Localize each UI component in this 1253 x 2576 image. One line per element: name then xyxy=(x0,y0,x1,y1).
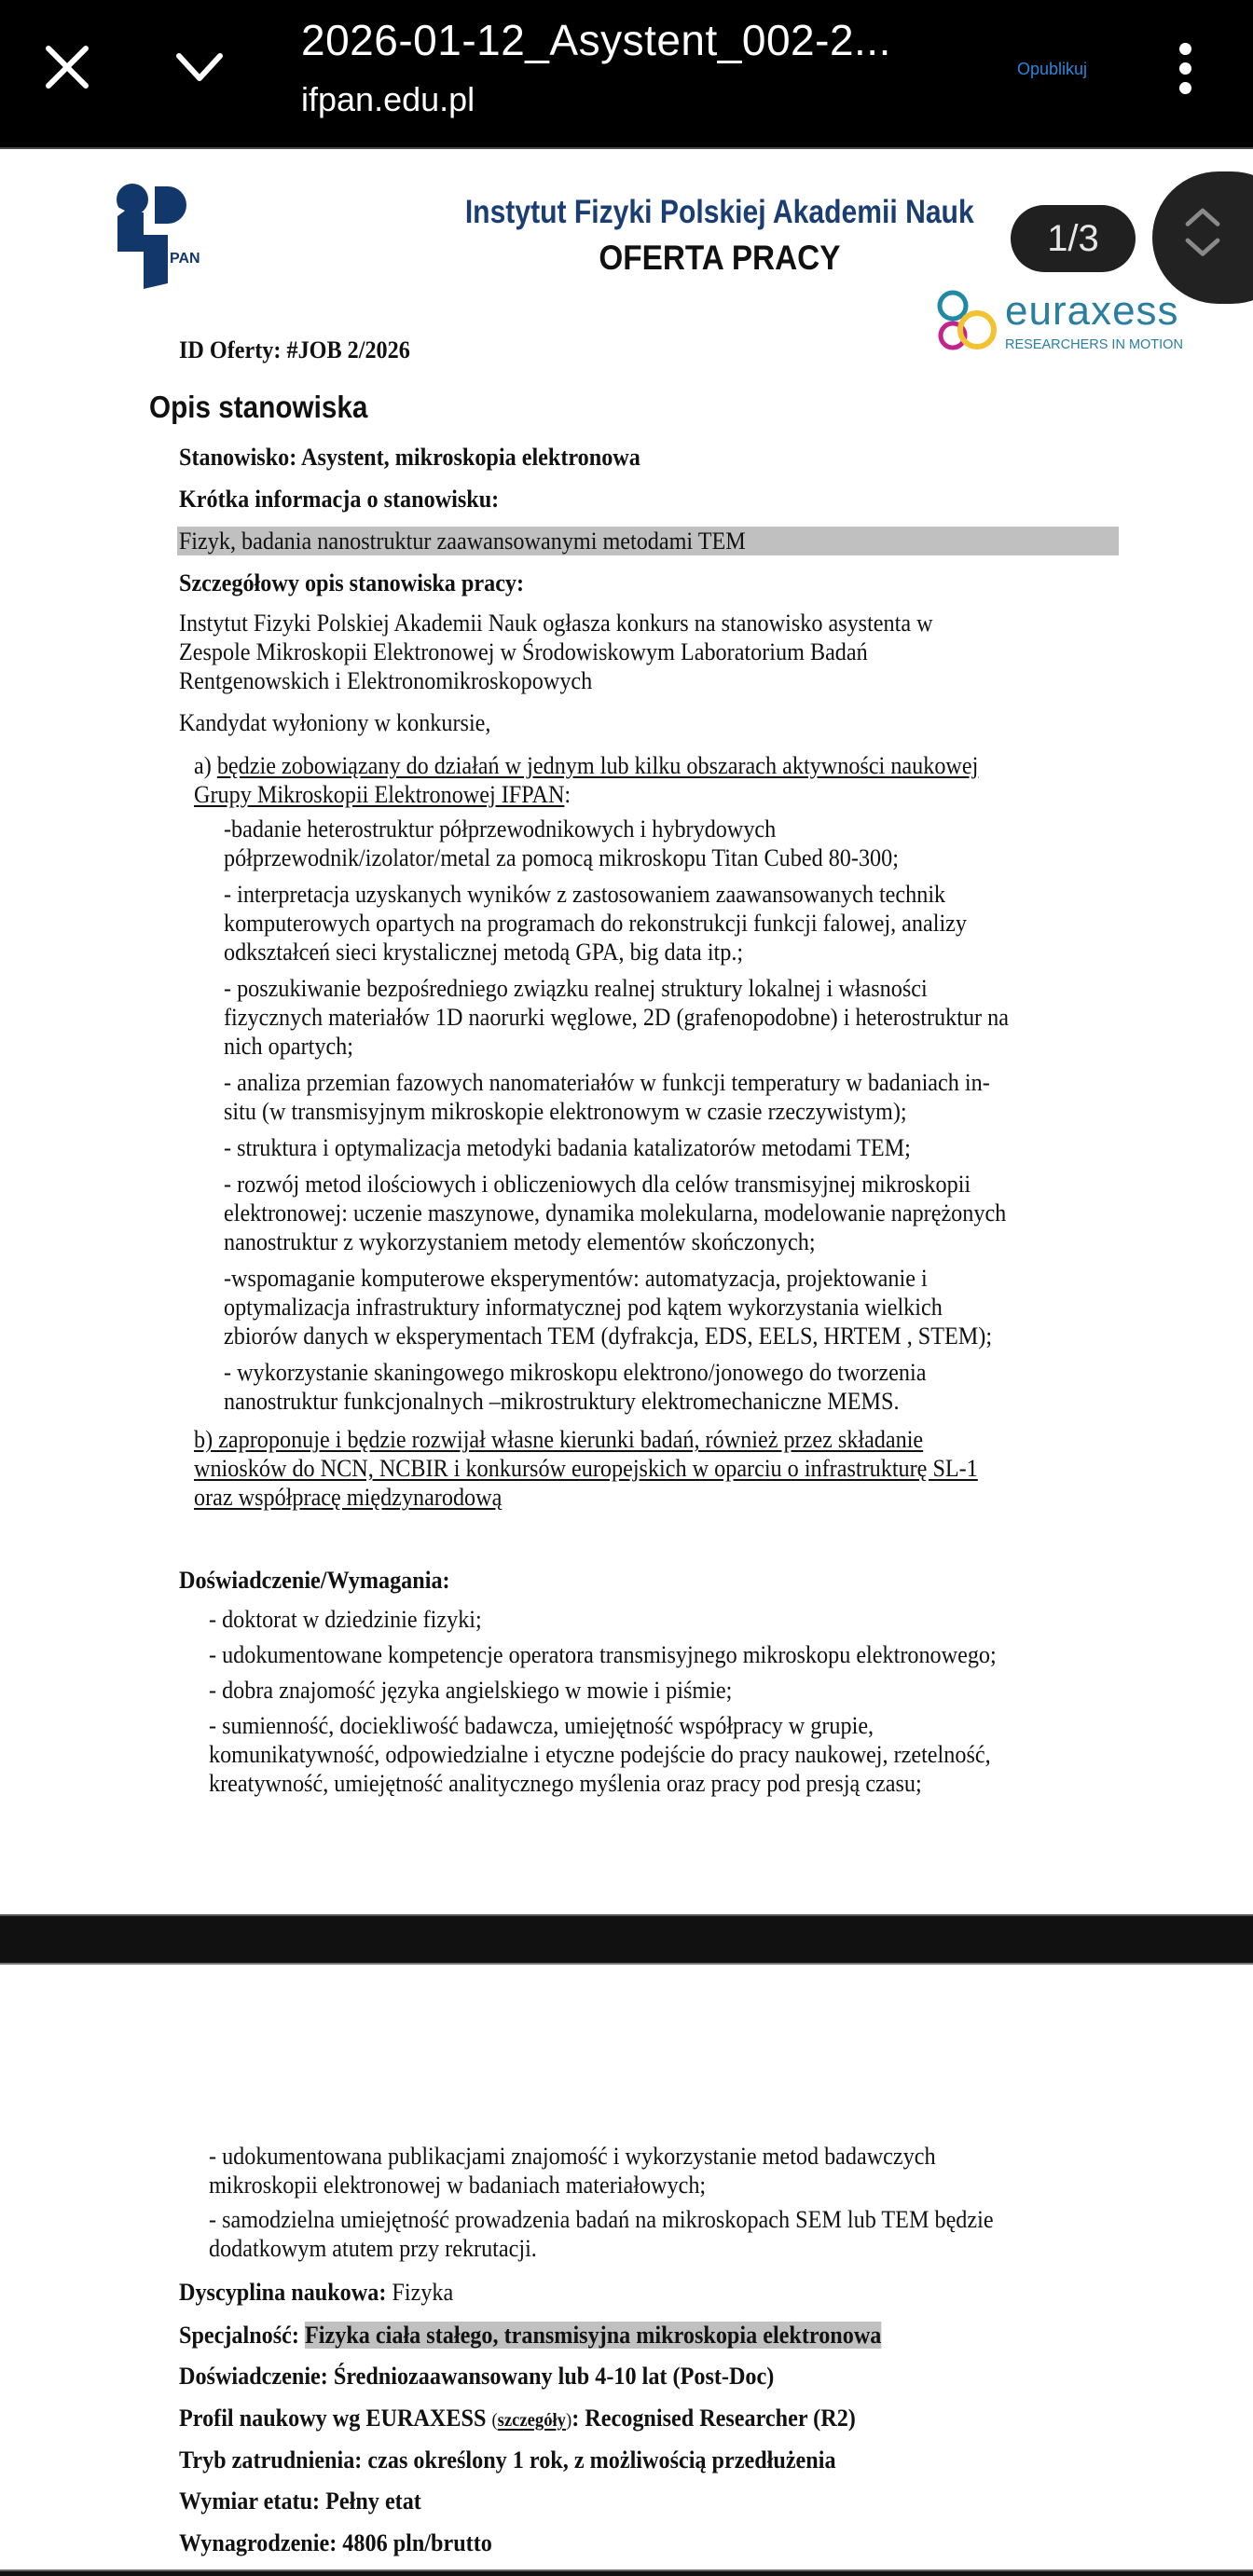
duty-item: odkształceń sieci krystalicznej metodą GPA, big data itp.; xyxy=(224,939,744,966)
specialty-label: Specjalność: xyxy=(179,2322,306,2349)
point-b: b) zaproponuje i będzie rozwijał własne kierunki badań, również przez składanie xyxy=(194,1426,924,1453)
specialty-line xyxy=(179,2321,881,2350)
point-a-suffix: : xyxy=(564,781,571,808)
duty-item: - poszukiwanie bezpośredniego związku realnej struktury lokalnej i własności xyxy=(224,975,928,1002)
duty-item: -badanie heterostruktur półprzewodnikowych i hybrydowych xyxy=(224,815,777,843)
requirement-item: dodatkowym atutem przy rekrutacji. xyxy=(209,2235,537,2262)
document-title: 2026-01-12_Asystent_002-2... xyxy=(301,16,891,64)
requirement-item: komunikatywność, odpowiedzialne i etyczne podejście do pracy naukowej, rzetelność, xyxy=(209,1741,991,1768)
duty-item: - analiza przemian fazowych nanomateriałów w funkcji temperatury w badaniach in- xyxy=(224,1069,990,1096)
intro-line: Zespole Mikroskopii Elektronowej w Środowiskowym Laboratorium Badań xyxy=(179,638,868,665)
position-line: Stanowisko: Asystent, mikroskopia elektronowa xyxy=(179,444,640,471)
point-b: wniosków do NCN, NCBIR i konkursów europejskich w oparciu o infrastrukturę SL-1 xyxy=(194,1455,978,1482)
institute-name: Instytut Fizyki Polskiej Akademii Nauk xyxy=(464,194,974,230)
candidate-line: Kandydat wyłoniony w konkursie, xyxy=(179,709,491,736)
duty-item: - interpretacja uzyskanych wyników z zastosowaniem zaawansowanych technik xyxy=(224,881,946,908)
pdf-page-2 xyxy=(0,1965,1253,2569)
duty-item: - wykorzystanie skaningowego mikroskopu elektrono/jonowego do tworzenia xyxy=(224,1359,927,1386)
duty-item: półprzewodnik/izolator/metal za pomocą mikroskopu Titan Cubed 80-300; xyxy=(224,844,899,871)
duty-item: situ (w transmisyjnym mikroskopie elektronowym w czasie rzeczywistym); xyxy=(224,1098,907,1125)
duty-item: komputerowych opartych na programach do rekonstrukcji funkcji falowej, analizy xyxy=(224,910,967,937)
details-link[interactable]: szczegóły xyxy=(497,2410,566,2431)
document-domain: ifpan.edu.pl xyxy=(301,80,475,118)
close-icon[interactable] xyxy=(43,43,91,91)
publish-button[interactable]: Opublikuj xyxy=(1017,60,1088,78)
svg-text:euraxess: euraxess xyxy=(1005,288,1179,334)
short-info-text: Fizyk, badania nanostruktur zaawansowanymi metodami TEM xyxy=(178,528,746,555)
paren-close: ) xyxy=(565,2410,572,2431)
svg-text:PAN: PAN xyxy=(170,251,200,267)
document-heading: OFERTA PRACY xyxy=(599,239,841,277)
salary-line: Wynagrodzenie: 4806 pln/brutto xyxy=(179,2529,492,2556)
viewer-toolbar xyxy=(0,0,1253,149)
svg-text:RESEARCHERS IN MOTION: RESEARCHERS IN MOTION xyxy=(1005,337,1183,352)
requirement-item: - sumienność, dociekliwość badawcza, umiejętność współpracy w grupie, xyxy=(209,1712,874,1739)
requirement-item: - udokumentowana publikacjami znajomość i wykorzystanie metod badawczych xyxy=(209,2143,936,2170)
duty-item: - struktura i optymalizacja metodyki badania katalizatorów metodami TEM; xyxy=(224,1134,911,1161)
point-a-text: będzie zobowiązany do działań w jednym lub kilku obszarach aktywności naukowej xyxy=(216,752,979,779)
intro-line: Instytut Fizyki Polskiej Akademii Nauk ogłasza konkurs na stanowisko asystenta w xyxy=(179,610,933,637)
paren-open: ( xyxy=(491,2410,498,2431)
fte-line: Wymiar etatu: Pełny etat xyxy=(179,2487,421,2514)
experience-line: Doświadczenie: Średniozaawansowany lub 4-10 lat (Post-Doc) xyxy=(179,2363,775,2390)
euraxess-logo xyxy=(934,287,1186,358)
offer-id: ID Oferty: #JOB 2/2026 xyxy=(179,336,410,363)
requirement-item: - dobra znajomość języka angielskiego w mowie i piśmie; xyxy=(209,1677,733,1704)
page-separator-bottom xyxy=(0,2569,1253,2576)
chevron-down-icon[interactable] xyxy=(173,50,226,84)
duty-item: optymalizacja infrastruktury informatycznej pod kątem wykorzystania wielkich xyxy=(224,1294,943,1321)
page-indicator: 1/3 xyxy=(1011,205,1136,272)
requirement-item: - samodzielna umiejętność prowadzenia badań na mikroskopach SEM lub TEM będzie xyxy=(209,2206,994,2233)
section-title: Opis stanowiska xyxy=(149,390,368,424)
discipline-line xyxy=(179,2278,453,2307)
requirement-item: - udokumentowane kompetencje operatora transmisyjnego mikroskopu elektronowego; xyxy=(209,1641,997,1668)
duty-item: - rozwój metod ilościowych i obliczeniowych dla celów transmisyjnej mikroskopii xyxy=(224,1171,971,1198)
requirement-item: - doktorat w dziedzinie fizyki; xyxy=(209,1606,482,1633)
short-info-label: Krótka informacja o stanowisku: xyxy=(179,486,500,513)
point-a-text: Grupy Mikroskopii Elektronowej IFPAN xyxy=(194,781,565,808)
employment-line: Tryb zatrudnienia: czas określony 1 rok, z możliwością przedłużenia xyxy=(179,2446,836,2473)
specialty-value: Fizyka ciała stałego, transmisyjna mikroskopia elektronowa xyxy=(305,2322,882,2349)
discipline-value: Fizyka xyxy=(386,2279,454,2306)
discipline-label: Dyscyplina naukowa: xyxy=(179,2279,387,2306)
page-separator xyxy=(0,1914,1253,1965)
duty-item: zbiorów danych w eksperymentach TEM (dyfrakcja, EDS, EELS, HRTEM , STEM); xyxy=(224,1322,993,1350)
duty-item: -wspomaganie komputerowe eksperymentów: automatyzacja, projektowanie i xyxy=(224,1265,928,1292)
profile-value: : Recognised Researcher (R2) xyxy=(571,2405,856,2432)
point-a-prefix: a) xyxy=(194,752,217,779)
profile-label: Profil naukowy wg EURAXESS xyxy=(179,2405,492,2432)
detail-label: Szczegółowy opis stanowiska pracy: xyxy=(179,569,525,596)
requirements-label: Doświadczenie/Wymagania: xyxy=(179,1567,450,1594)
short-info-value xyxy=(177,527,1119,555)
intro-line: Rentgenowskich i Elektronomikroskopowych xyxy=(179,667,593,694)
duty-item: nich opartych; xyxy=(224,1033,353,1060)
point-a xyxy=(194,780,571,809)
point-a xyxy=(194,751,978,780)
requirement-item: kreatywność, umiejętność analitycznego myślenia oraz pracy pod presją czasu; xyxy=(209,1770,922,1797)
more-vert-icon[interactable] xyxy=(1173,43,1199,95)
chevron-up-down-icon xyxy=(1180,201,1225,265)
requirement-item: mikroskopii elektronowej w badaniach materiałowych; xyxy=(209,2172,707,2199)
duty-item: elektronowej: uczenie maszynowe, dynamika molekularna, modelowanie naprężonych xyxy=(224,1199,1007,1226)
point-b: oraz współpracę międzynarodową xyxy=(194,1484,503,1511)
duty-item: nanostruktur funkcjonalnych –mikrostruktury elektromechaniczne MEMS. xyxy=(224,1388,900,1415)
profile-line xyxy=(179,2404,856,2435)
duty-item: nanostruktur z wykorzystaniem metody elementów skończonych; xyxy=(224,1228,816,1255)
duty-item: fizycznych materiałów 1D naorurki węglowe, 2D (grafenopodobne) i heterostruktur na xyxy=(224,1004,1009,1031)
